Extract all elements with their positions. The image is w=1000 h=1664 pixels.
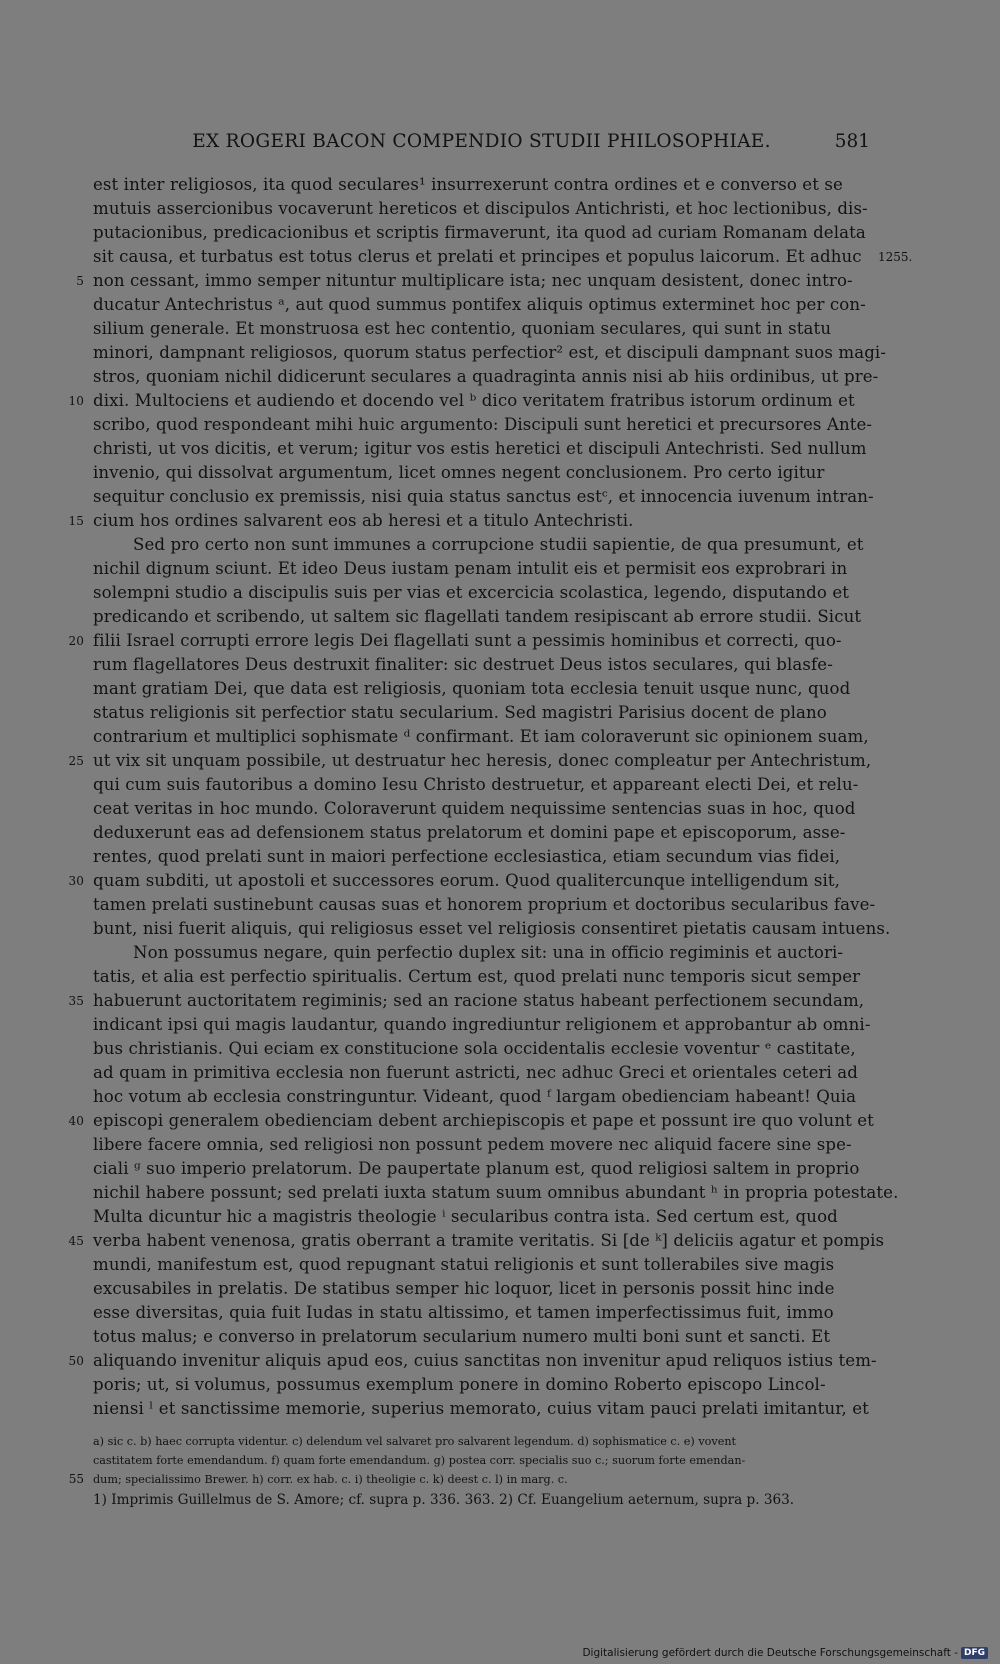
text-line xyxy=(93,1325,870,1349)
text-line xyxy=(93,197,870,221)
text-line xyxy=(76,269,870,293)
line-text: ceat veritas in hoc mundo. Coloraverunt quidem nequissime sentencias suas in hoc, quod xyxy=(93,799,856,818)
line-text: ad quam in primitiva ecclesia non fuerunt astricti, nec adhuc Greci et orientales ceteri ad xyxy=(93,1063,859,1082)
line-text: Multa dicuntur hic a magistris theologie ⁱ secularibus contra ista. Sed certum est, quod xyxy=(93,1207,838,1226)
dfg-logo: DFG xyxy=(961,1647,988,1659)
text-line xyxy=(93,965,870,989)
line-text: sit causa, et turbatus est totus clerus et prelati et principes et populus laicorum. Et adhuc xyxy=(93,247,862,266)
line-text: esse diversitas, quia fuit Iudas in statu altissimo, et tamen imperfectissimus fuit, immo xyxy=(93,1303,834,1322)
line-number: 15 xyxy=(68,514,84,528)
text-line xyxy=(93,173,870,197)
page-header xyxy=(93,131,870,157)
line-text: hoc votum ab ecclesia constringuntur. Videant, quod ᶠ largam obedienciam habeant! Quia xyxy=(93,1087,857,1106)
line-text: mutuis assercionibus vocaverunt hereticos et discipulos Antichristi, et hoc lectionibus, dis- xyxy=(93,199,868,218)
line-number: 55 xyxy=(68,1472,84,1486)
text-line xyxy=(93,317,870,341)
page-number: 581 xyxy=(834,131,870,152)
text-line xyxy=(93,653,870,677)
text-line xyxy=(68,989,870,1013)
critical-note-line xyxy=(93,1432,870,1451)
text-line xyxy=(93,221,870,245)
text-line xyxy=(93,1013,870,1037)
text-line xyxy=(93,245,870,269)
line-text: rum flagellatores Deus destruxit finaliter: sic destruet Deus istos seculares, qui blasfe- xyxy=(93,655,833,674)
line-text: status religionis sit perfectior statu secularium. Sed magistri Parisius docent de plano xyxy=(93,703,827,722)
line-number: 30 xyxy=(68,874,84,888)
line-text: qui cum suis fautoribus a domino Iesu Christo destruetur, et appareant electi Dei, et relu- xyxy=(93,775,859,794)
line-text: indicant ipsi qui magis laudantur, quando ingrediuntur religionem et approbantur ab omni- xyxy=(93,1015,871,1034)
text-line xyxy=(68,509,870,533)
text-line xyxy=(93,1373,870,1397)
text-line xyxy=(93,437,870,461)
text-line xyxy=(93,1397,870,1421)
line-text: Sed pro certo non sunt immunes a corrupcione studii sapientie, de qua presumunt, et xyxy=(133,535,864,554)
text-line xyxy=(93,773,870,797)
line-text: quam subditi, ut apostoli et successores eorum. Quod qualitercunque intelligendum sit, xyxy=(93,871,841,890)
line-text: rentes, quod prelati sunt in maiori perfectione ecclesiastica, etiam secundum vias fidei, xyxy=(93,847,841,866)
credit-text: Digitalisierung gefördert durch die Deutsche Forschungsgemeinschaft - xyxy=(582,1647,958,1659)
text-line xyxy=(68,629,870,653)
critical-note-text: castitatem forte emendandum. f) quam forte emendandum. g) postea corr. specialis suo c.; suorum forte emendan- xyxy=(93,1454,746,1467)
line-text: putacionibus, predicacionibus et scriptis firmaverunt, ita quod ad curiam Romanam delata xyxy=(93,223,866,242)
text-line xyxy=(93,941,870,965)
line-number: 50 xyxy=(68,1354,84,1368)
text-line xyxy=(93,1133,870,1157)
text-line xyxy=(68,389,870,413)
margin-note-year: 1255. xyxy=(878,250,913,264)
line-text: aliquando invenitur aliquis apud eos, cuius sanctitas non invenitur apud reliquos istius tem- xyxy=(93,1351,877,1370)
line-text: scribo, quod respondeant mihi huic argumento: Discipuli sunt heretici et precursores Ante- xyxy=(93,415,873,434)
line-number: 45 xyxy=(68,1234,84,1248)
line-text: ut vix sit unquam possibile, ut destruatur hec heresis, donec compleatur per Antechristum, xyxy=(93,751,872,770)
line-text: stros, quoniam nichil didicerunt seculares a quadraginta annis nisi ab hiis ordinibus, ut pre- xyxy=(93,367,879,386)
line-text: Non possumus negare, quin perfectio duplex sit: una in officio regiminis et auctori- xyxy=(133,943,844,962)
line-text: libere facere omnia, sed religiosi non possunt pedem movere nec aliquid facere sine spe- xyxy=(93,1135,852,1154)
line-text: mant gratiam Dei, que data est religiosis, quoniam tota ecclesia tenuit usque nunc, quod xyxy=(93,679,851,698)
footnote-line: 1) Imprimis Guillelmus de S. Amore; cf. supra p. 336. 363. 2) Cf. Euangelium aeternum, supra p. 363. xyxy=(93,1492,795,1508)
line-text: mundi, manifestum est, quod repugnant statui religionis et sunt tollerabiles sive magis xyxy=(93,1255,835,1274)
line-number: 40 xyxy=(68,1114,84,1128)
text-line xyxy=(93,485,874,509)
text-line xyxy=(93,605,870,629)
text-line xyxy=(93,701,870,725)
line-text: deduxerunt eas ad defensionem status prelatorum et domini pape et episcoporum, asse- xyxy=(93,823,846,842)
text-line xyxy=(93,293,870,317)
text-line xyxy=(68,869,870,893)
footnotes xyxy=(93,1490,870,1510)
line-number: 5 xyxy=(76,274,84,288)
line-text: niensi ˡ et sanctissime memorie, superius memorato, cuius vitam pauci prelati imitantur, et xyxy=(93,1399,869,1418)
line-text: bunt, nisi fuerit aliquis, qui religiosus esset vel religiosis consentiret pietatis causam intuens. xyxy=(93,919,891,938)
digitization-credit xyxy=(582,1647,988,1659)
text-line xyxy=(93,1205,870,1229)
line-text: sequitur conclusio ex premissis, nisi quia status sanctus estᶜ, et innocencia iuvenum intran- xyxy=(93,487,874,506)
line-text: nichil habere possunt; sed prelati iuxta statum suum omnibus abundant ʰ in propria potestate. xyxy=(93,1183,899,1202)
text-line xyxy=(93,365,879,389)
text-line xyxy=(93,1157,870,1181)
line-text: christi, ut vos dicitis, et verum; igitur vos estis heretici et discipuli Antechristi. Sed nullum xyxy=(93,439,867,458)
text-line xyxy=(93,533,870,557)
text-line xyxy=(93,1253,870,1277)
text-line xyxy=(93,845,870,869)
line-text: ciali ᵍ suo imperio prelatorum. De paupertate planum est, quod religiosi saltem in proprio xyxy=(93,1159,860,1178)
line-text: nichil dignum sciunt. Et ideo Deus iustam penam intulit eis et permisit eos exprobrari in xyxy=(93,559,848,578)
line-number: 20 xyxy=(68,634,84,648)
text-line xyxy=(93,413,873,437)
text-line xyxy=(93,1277,870,1301)
line-number: 35 xyxy=(68,994,84,1008)
text-line xyxy=(93,1037,870,1061)
line-text: minori, dampnant religiosos, quorum status perfectior² est, et discipuli dampnant suos magi- xyxy=(93,343,887,362)
text-line xyxy=(93,725,870,749)
text-line xyxy=(93,677,870,701)
line-text: habuerunt auctoritatem regiminis; sed an racione status habeant perfectionem secundam, xyxy=(93,991,865,1010)
line-text: silium generale. Et monstruosa est hec contentio, quoniam seculares, qui sunt in statu xyxy=(93,319,832,338)
text-line xyxy=(93,557,870,581)
text-line xyxy=(93,821,870,845)
text-line xyxy=(93,341,887,365)
critical-note-text: dum; specialissimo Brewer. h) corr. ex hab. c. i) theoligie c. k) deest c. l) in marg. c. xyxy=(93,1473,568,1486)
text-line xyxy=(93,1085,870,1109)
line-number: 25 xyxy=(68,754,84,768)
text-line xyxy=(93,1181,899,1205)
critical-note-line xyxy=(93,1451,870,1470)
line-text: non cessant, immo semper nituntur multiplicare ista; nec unquam desistent, donec intro- xyxy=(93,271,853,290)
critical-note-line xyxy=(68,1470,870,1489)
line-text: excusabiles in prelatis. De statibus semper hic loquor, licet in personis possit hinc inde xyxy=(93,1279,835,1298)
text-line xyxy=(93,1061,870,1085)
line-text: solempni studio a discipulis suis per vias et excercicia scolastica, legendo, disputando et xyxy=(93,583,850,602)
text-line xyxy=(93,797,870,821)
line-text: tatis, et alia est perfectio spiritualis. Certum est, quod prelati nunc temporis sicut semper xyxy=(93,967,861,986)
line-text: filii Israel corrupti errore legis Dei flagellati sunt a pessimis hominibus et correcti, quo- xyxy=(93,631,842,650)
text-line xyxy=(93,917,891,941)
text-line xyxy=(68,1109,874,1133)
line-text: est inter religiosos, ita quod seculares¹ insurrexerunt contra ordines et e converso et se xyxy=(93,175,843,194)
text-line xyxy=(93,1301,870,1325)
critical-apparatus xyxy=(68,1432,870,1489)
text-line xyxy=(93,893,876,917)
text-line xyxy=(93,461,870,485)
line-text: poris; ut, si volumus, possumus exemplum ponere in domino Roberto episcopo Lincol- xyxy=(93,1375,826,1394)
line-text: tamen prelati sustinebunt causas suas et honorem proprium et doctoribus secularibus fave- xyxy=(93,895,876,914)
line-text: bus christianis. Qui eciam ex constitucione sola occidentalis ecclesie voventur ᵉ castitate, xyxy=(93,1039,856,1058)
critical-note-text: a) sic c. b) haec corrupta videntur. c) delendum vel salvaret pro salvarent legendum. d) sophismatice c. e) vovent xyxy=(93,1435,737,1448)
line-text: cium hos ordines salvarent eos ab heresi et a titulo Antechristi. xyxy=(93,511,634,530)
running-title: EX ROGERI BACON COMPENDIO STUDII PHILOSOPHIAE. xyxy=(192,131,771,152)
line-text: invenio, qui dissolvat argumentum, licet omnes negent conclusionem. Pro certo igitur xyxy=(93,463,825,482)
text-line xyxy=(68,1229,885,1253)
text-line xyxy=(68,1349,877,1373)
line-text: dixi. Multociens et audiendo et docendo vel ᵇ dico veritatem fratribus istorum ordinum et xyxy=(93,391,855,410)
line-text: contrarium et multiplici sophismate ᵈ confirmant. Et iam coloraverunt sic opinionem suam, xyxy=(93,727,869,746)
line-number: 10 xyxy=(68,394,84,408)
text-line xyxy=(68,749,872,773)
line-text: totus malus; e converso in prelatorum secularium numero multi boni sunt et sancti. Et xyxy=(93,1327,831,1346)
text-line xyxy=(93,581,870,605)
line-text: verba habent venenosa, gratis oberrant a tramite veritatis. Si [de ᵏ] deliciis agatur et pompis xyxy=(93,1231,885,1250)
line-text: ducatur Antechristus ᵃ, aut quod summus pontifex aliquis optimus exterminet hoc per con- xyxy=(93,295,866,314)
line-text: episcopi generalem obedienciam debent archiepiscopis et pape et possunt ire quo volunt et xyxy=(93,1111,874,1130)
line-text: predicando et scribendo, ut saltem sic flagellati tandem resipiscant ab errore studii. Sicut xyxy=(93,607,862,626)
